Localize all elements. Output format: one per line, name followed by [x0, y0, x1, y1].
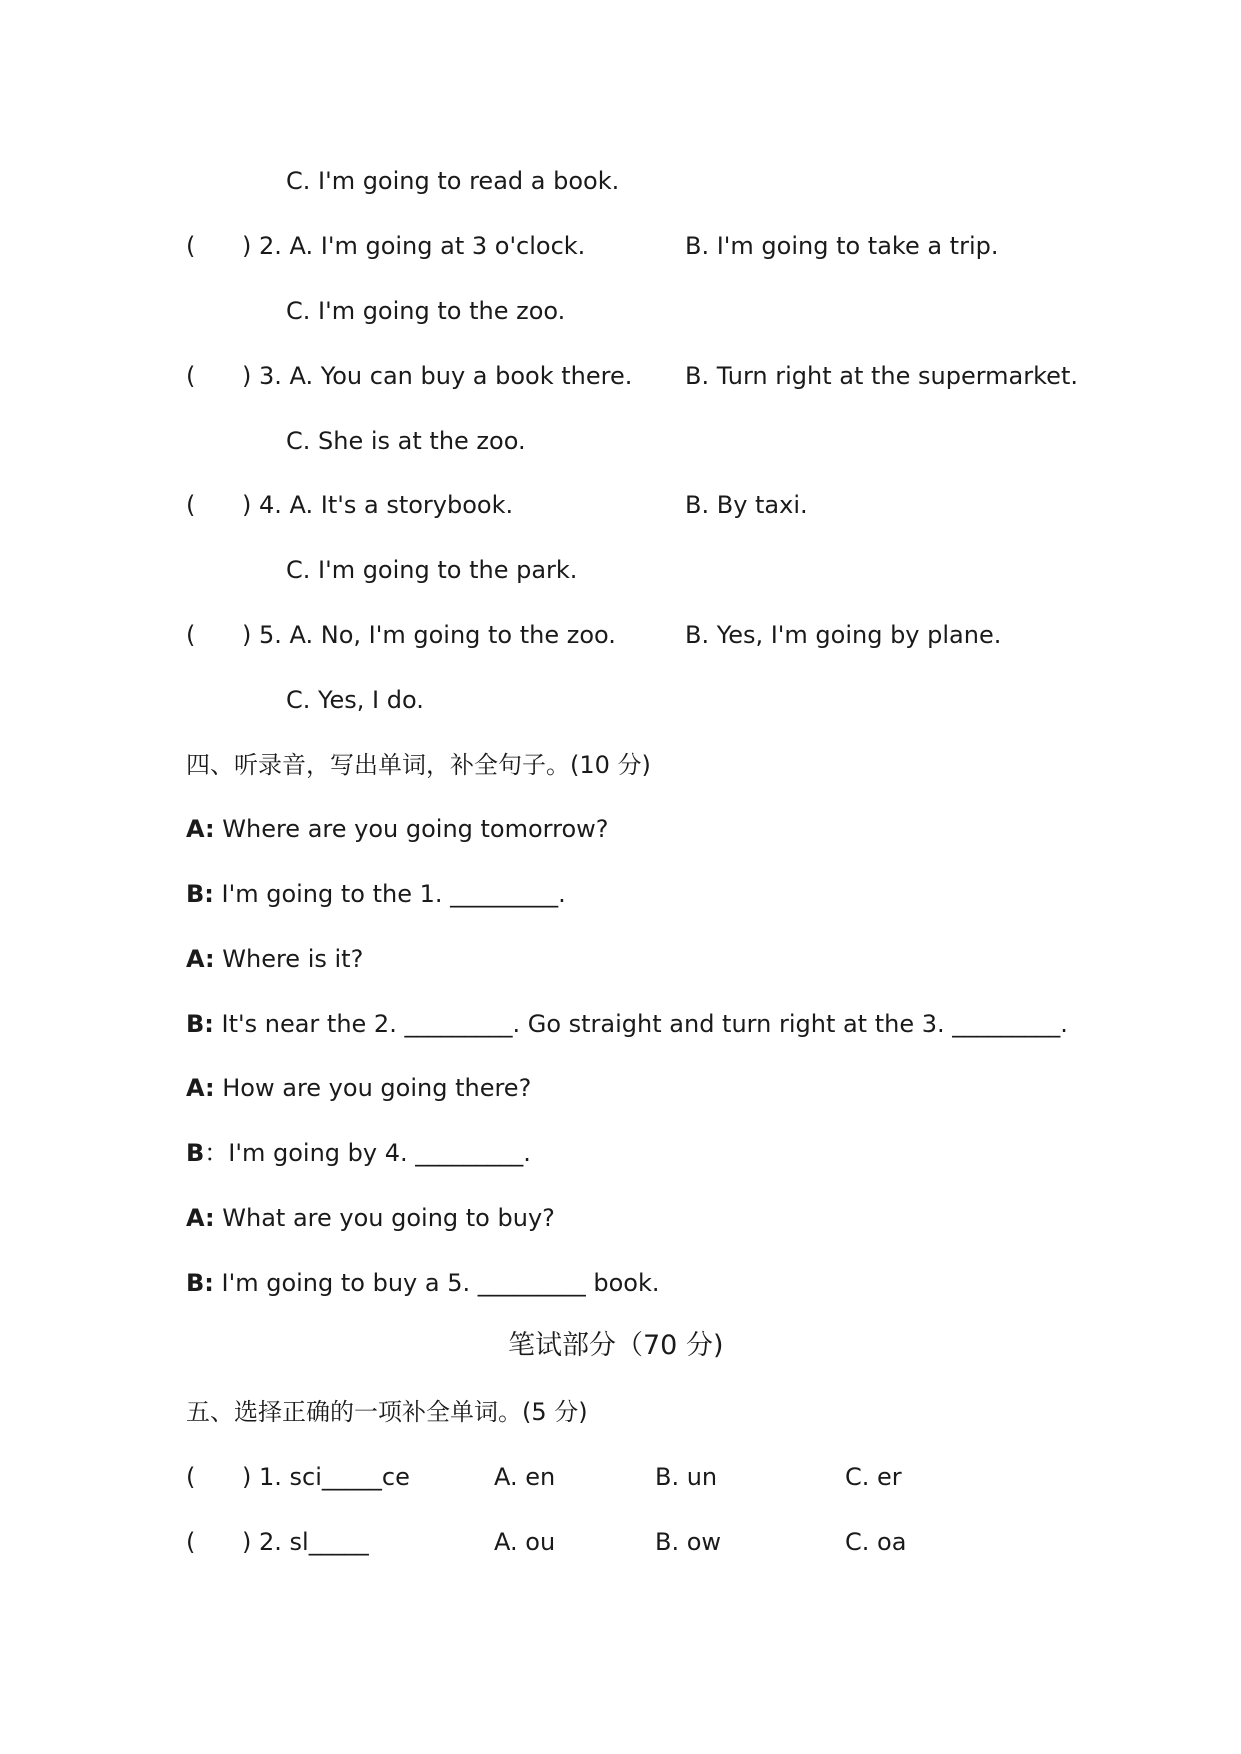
q4-option-a: ) 4. A. It's a storybook.: [242, 491, 514, 519]
speaker-label: B:: [186, 1010, 214, 1038]
speaker-label: B: [186, 1139, 205, 1167]
s5-q2-stem: ) 2. sl_____: [242, 1528, 369, 1556]
s5-q1-answer-paren[interactable]: (: [186, 1463, 196, 1491]
section4-heading: 四、听录音，写出单词，补全句子。(10 分): [186, 751, 651, 779]
q4-option-c: C. I'm going to the park.: [286, 556, 578, 584]
s5-q2-option-c: C. oa: [845, 1528, 907, 1556]
speaker-label: A:: [186, 1204, 215, 1232]
q2-answer-paren[interactable]: (: [186, 232, 196, 260]
dialogue-line-2[interactable]: [186, 879, 566, 909]
dialogue-line-7: [186, 1203, 555, 1233]
s5-q1-stem: ) 1. sci_____ce: [242, 1463, 410, 1491]
q5-option-b: B. Yes, I'm going by plane.: [685, 621, 1002, 649]
dialogue-line-5: [186, 1073, 531, 1103]
q5-answer-paren[interactable]: (: [186, 621, 196, 649]
q3-option-a: ) 3. A. You can buy a book there.: [242, 362, 633, 390]
speaker-label: A:: [186, 945, 215, 973]
q4-answer-paren[interactable]: (: [186, 491, 196, 519]
dialogue-text: ：I'm going by 4. _________.: [204, 1139, 531, 1167]
q5-option-c: C. Yes, I do.: [286, 686, 424, 714]
speaker-label: B:: [186, 1269, 214, 1297]
dialogue-line-6[interactable]: [186, 1138, 531, 1168]
dialogue-text: How are you going there?: [214, 1074, 532, 1102]
written-part-title: 笔试部分（70 分): [508, 1330, 724, 1361]
q3-option-c: C. She is at the zoo.: [286, 427, 526, 455]
speaker-label: A:: [186, 1074, 215, 1102]
speaker-label: A:: [186, 815, 215, 843]
q5-option-a: ) 5. A. No, I'm going to the zoo.: [242, 621, 616, 649]
q2-option-c: C. I'm going to the zoo.: [286, 297, 566, 325]
section5-heading: 五、选择正确的一项补全单词。(5 分): [186, 1398, 588, 1426]
dialogue-line-1: [186, 814, 609, 844]
s5-q1-option-b: B. un: [655, 1463, 718, 1491]
q4-option-b: B. By taxi.: [685, 491, 808, 519]
dialogue-text: It's near the 2. _________. Go straight and turn right at the 3. _________.: [213, 1010, 1068, 1038]
s5-q1-option-c: C. er: [845, 1463, 902, 1491]
speaker-label: B:: [186, 880, 214, 908]
q3-option-b: B. Turn right at the supermarket.: [685, 362, 1078, 390]
dialogue-text: I'm going to the 1. _________.: [213, 880, 566, 908]
dialogue-text: What are you going to buy?: [214, 1204, 555, 1232]
q2-option-a: ) 2. A. I'm going at 3 o'clock.: [242, 232, 586, 260]
dialogue-line-3: [186, 944, 363, 974]
q3-answer-paren[interactable]: (: [186, 362, 196, 390]
s5-q2-option-a: A. ou: [494, 1528, 556, 1556]
dialogue-line-4[interactable]: [186, 1009, 1068, 1039]
q1-option-c: C. I'm going to read a book.: [286, 167, 620, 195]
s5-q1-option-a: A. en: [494, 1463, 556, 1491]
dialogue-text: I'm going to buy a 5. _________ book.: [213, 1269, 660, 1297]
s5-q2-option-b: B. ow: [655, 1528, 722, 1556]
dialogue-text: Where is it?: [214, 945, 364, 973]
dialogue-text: Where are you going tomorrow?: [214, 815, 609, 843]
dialogue-line-8[interactable]: [186, 1268, 659, 1298]
s5-q2-answer-paren[interactable]: (: [186, 1528, 196, 1556]
q2-option-b: B. I'm going to take a trip.: [685, 232, 999, 260]
